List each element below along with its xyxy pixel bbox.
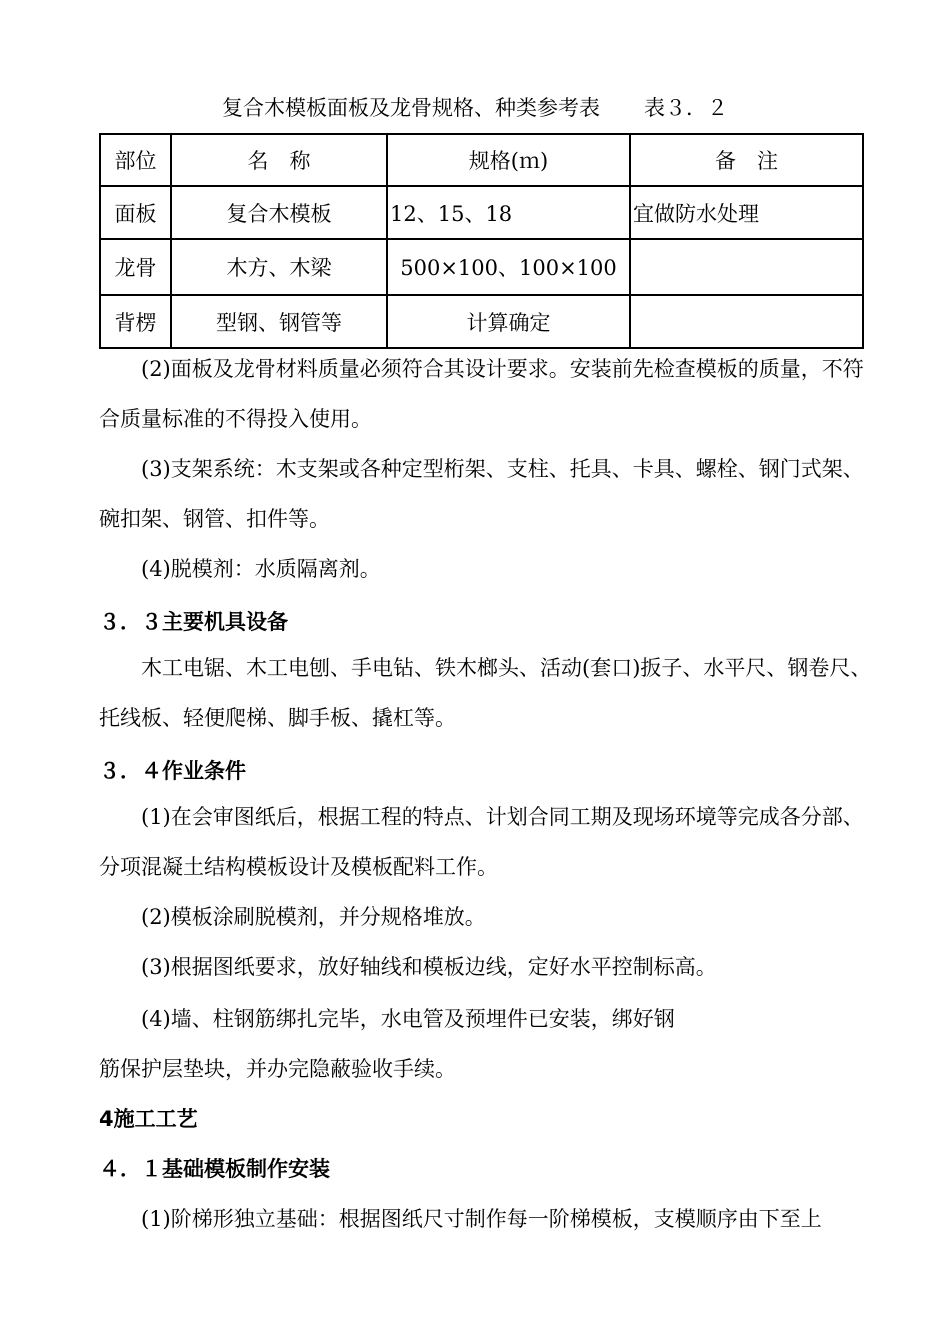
paragraph-stepped-foundation: (1)阶梯形独立基础：根据图纸尺寸制作每一阶梯模板，支模顺序由下至上: [141, 1207, 822, 1231]
header-cell: 规格(ｍ): [387, 134, 630, 186]
table-header-row: [100, 134, 863, 186]
header-cell: 部位: [100, 134, 171, 186]
table-row: [100, 295, 863, 348]
table-cell: [630, 295, 863, 348]
table-number: 表３．２: [644, 96, 728, 120]
table-cell: 复合木模板: [171, 186, 387, 239]
table-cell: 面板: [100, 186, 171, 239]
paragraph-condition-2: (2)模板涂刷脱模剂，并分规格堆放。: [141, 905, 486, 929]
table-title: 复合木模板面板及龙骨规格、种类参考表: [222, 96, 600, 120]
spec-table: [99, 133, 864, 349]
paragraph-tools: 木工电锯、木工电刨、手电钻、铁木榔头、活动(套口)扳子、水平尺、钢卷尺、托线板、轻便爬梯、脚手板、撬杠等。: [99, 656, 872, 730]
table-cell: 12、15、18: [387, 186, 630, 239]
section-heading-3-4: ３．４作业条件: [99, 759, 246, 783]
section-heading-4: 4施工工艺: [99, 1107, 198, 1131]
paragraph-release-agent: (4)脱模剂：水质隔离剂。: [141, 557, 381, 581]
table-cell: 龙骨: [100, 239, 171, 295]
section-heading-4-1: ４．１基础模板制作安装: [99, 1157, 330, 1181]
table-cell: 宜做防水处理: [630, 186, 863, 239]
table-cell: [630, 239, 863, 295]
paragraph-condition-4-line2: 筋保护层垫块，并办完隐蔽验收手续。: [99, 1057, 456, 1081]
header-cell: 名 称: [171, 134, 387, 186]
paragraph-materials: (2)面板及龙骨材料质量必须符合其设计要求。安装前先检查模板的质量，不符合质量标准的不得投入使用。: [99, 357, 864, 431]
table-cell: 型钢、钢管等: [171, 295, 387, 348]
table-cell: 500×100、100×100: [387, 239, 630, 295]
table-cell: 计算确定: [387, 295, 630, 348]
section-heading-3-3: ３．３主要机具设备: [99, 610, 288, 634]
table-row: [100, 186, 863, 239]
table-caption: [0, 92, 950, 122]
table-row: [100, 239, 863, 295]
paragraph-condition-4-line1: (4)墙、柱钢筋绑扎完毕，水电管及预埋件已安装，绑好钢: [141, 1007, 675, 1031]
header-cell: 备 注: [630, 134, 863, 186]
paragraph-support: (3)支架系统：木支架或各种定型桁架、支柱、托具、卡具、螺栓、钢门式架、碗扣架、钢管、扣件等。: [99, 457, 864, 531]
table-cell: 背楞: [100, 295, 171, 348]
table-cell: 木方、木梁: [171, 239, 387, 295]
paragraph-condition-1: (1)在会审图纸后，根据工程的特点、计划合同工期及现场环境等完成各分部、分项混凝土结构模板设计及模板配料工作。: [99, 805, 864, 879]
paragraph-condition-3: (3)根据图纸要求，放好轴线和模板边线，定好水平控制标高。: [141, 955, 717, 979]
